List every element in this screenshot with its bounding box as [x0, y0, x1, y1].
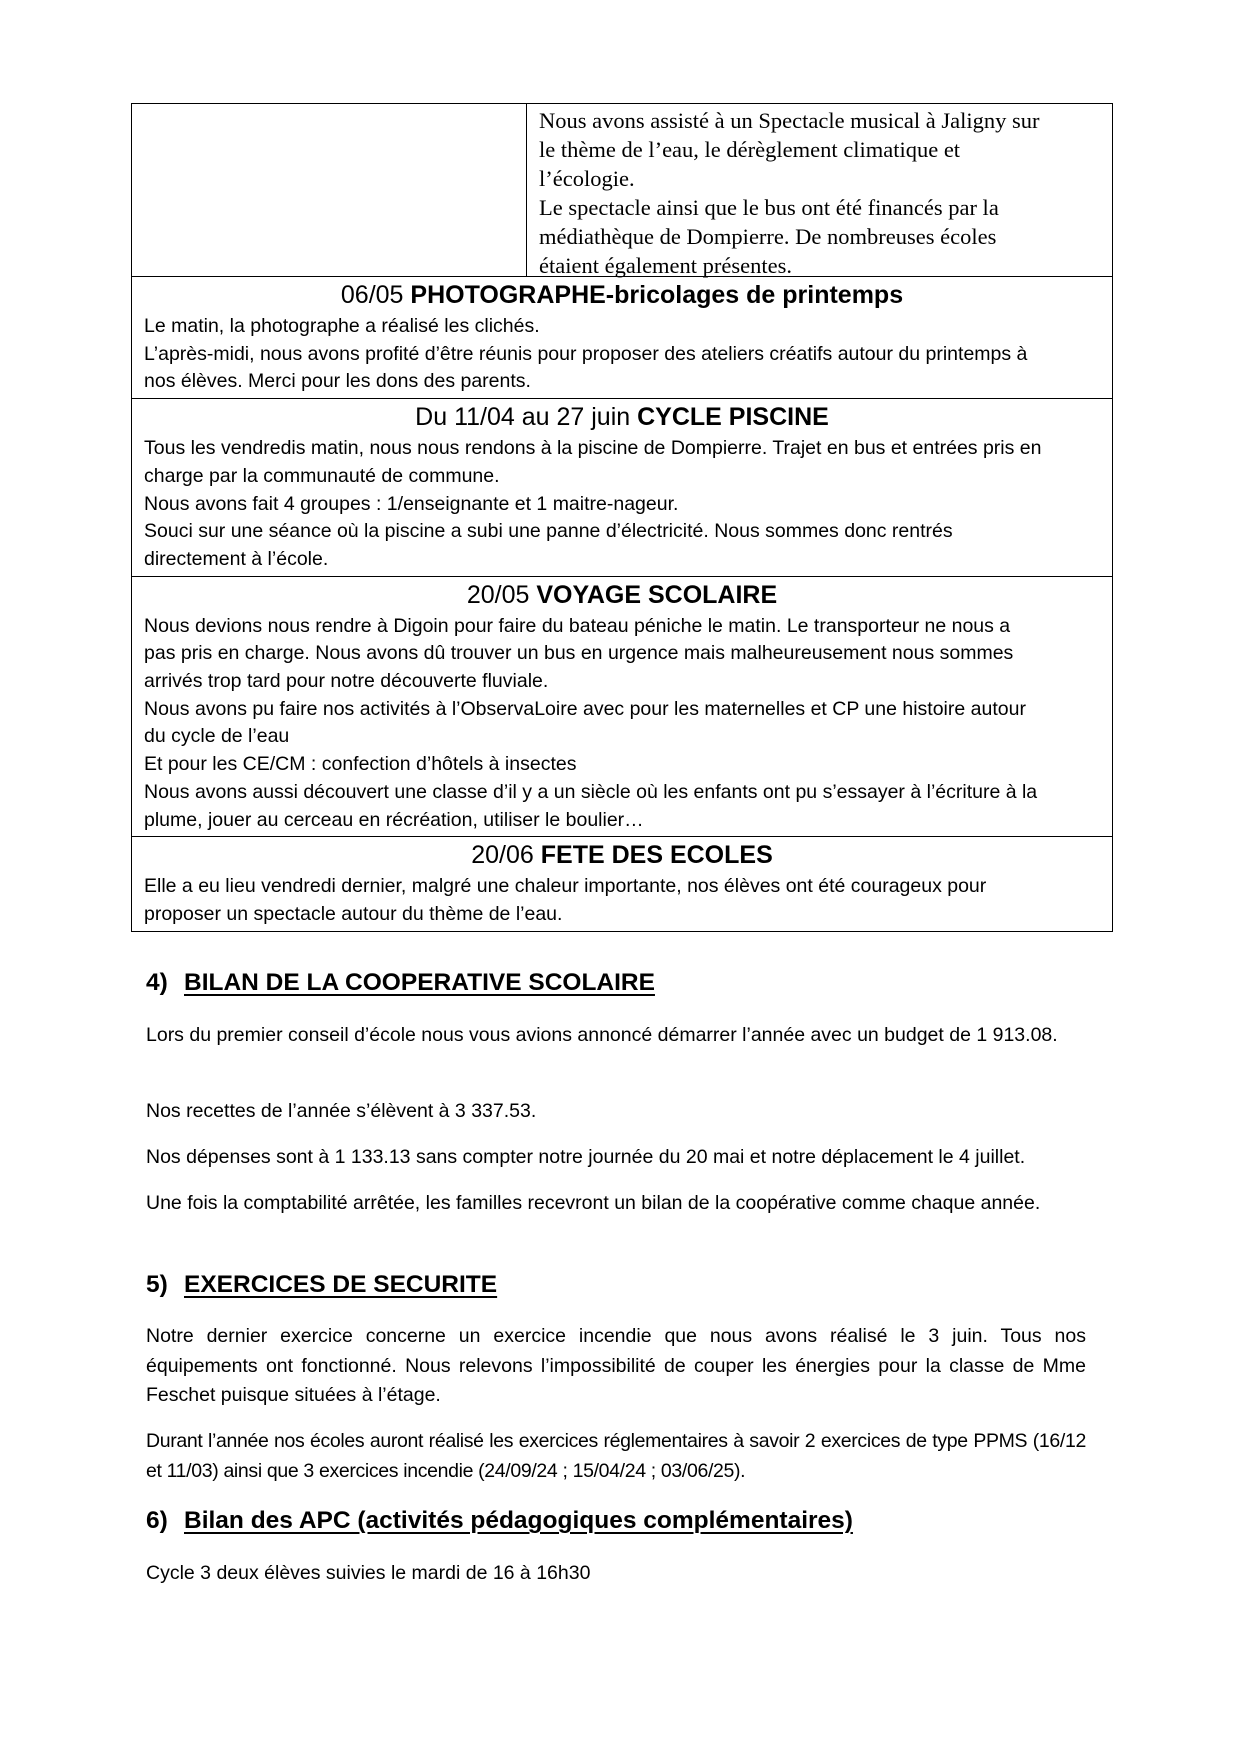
section-securite: [146, 1268, 1086, 1302]
event-line: Nous devions nous rendre à Digoin pour faire du bateau péniche le matin. Le transporteur ne nous a: [144, 614, 1011, 637]
event-line: Et pour les CE/CM : confection d’hôtels à insectes: [144, 753, 577, 776]
table-row-piscine: [132, 398, 1112, 576]
event-body: [144, 613, 1100, 835]
section-heading: [146, 1268, 1086, 1302]
event-name: VOYAGE SCOLAIRE: [536, 580, 778, 609]
spectacle-line: médiathèque de Dompierre. De nombreuses écoles: [539, 224, 997, 249]
paragraph: Notre dernier exercice concerne un exercice incendie que nous avons réalisé le 3 juin. Tous nos équipements ont fonctionné. Nous relevons l’impossibilité de couper les énergies pour la classe de Mme Feschet puisque situées à l’étage.: [146, 1325, 1086, 1407]
event-date: 20/05: [466, 580, 530, 609]
paragraph: Nos recettes de l’année s’élèvent à 3 337.53.: [146, 1100, 537, 1122]
event-line: proposer un spectacle autour du thème de l’eau.: [144, 902, 563, 925]
event-title: [144, 277, 1100, 313]
event-title: [144, 399, 1100, 435]
event-line: directement à l’école.: [144, 547, 329, 570]
table-row-photographe: [132, 276, 1112, 398]
table-row-spectacle: [132, 104, 1112, 276]
event-date: 06/05: [340, 281, 404, 309]
section-heading: [146, 966, 1086, 1000]
event-title: [144, 577, 1100, 613]
event-line: pas pris en charge. Nous avons dû trouver un bus en urgence mais malheureusement nous sommes: [144, 642, 1014, 665]
spectacle-line: l’écologie.: [539, 166, 635, 191]
paragraph: Durant l’année nos écoles auront réalisé les exercices réglementaires à savoir 2 exercices de type PPMS (16/12 et 11/03) ainsi que 3 exercices incendie (24/09/24 ; 15/04/24 ; 03/06/25).: [146, 1430, 1086, 1482]
event-body: [144, 435, 1100, 574]
empty-cell: [132, 104, 527, 276]
paragraph: Nos dépenses sont à 1 133.13 sans compter notre journée du 20 mai et notre déplacement le 4 juillet.: [146, 1146, 1026, 1168]
paragraph: Une fois la comptabilité arrêtée, les familles recevront un bilan de la coopérative comme chaque année.: [146, 1192, 1041, 1214]
event-body: [144, 313, 1100, 396]
event-line: Nous avons pu faire nos activités à l’ObservaLoire avec pour les maternelles et CP une histoire autour: [144, 697, 1026, 720]
events-table: [131, 103, 1113, 932]
event-line: Nous avons fait 4 groupes : 1/enseignante et 1 maitre-nageur.: [144, 492, 679, 515]
section-apc: [146, 1504, 1086, 1538]
paragraph: Lors du premier conseil d’école nous vous avions annoncé démarrer l’année avec un budget de 1 913.08.: [146, 1024, 1058, 1046]
event-line: arrivés trop tard pour notre découverte fluviale.: [144, 670, 549, 693]
table-row-voyage: [132, 576, 1112, 837]
section-heading: [146, 1504, 1086, 1538]
event-name: CYCLE PISCINE: [637, 403, 829, 432]
event-line: nos élèves. Merci pour les dons des parents.: [144, 370, 531, 393]
event-line: L’après-midi, nous avons profité d’être réunis pour proposer des ateliers créatifs autour du printemps à: [144, 342, 1028, 365]
paragraph: Cycle 3 deux élèves suivies le mardi de 16 à 16h30: [146, 1562, 591, 1584]
event-name: PHOTOGRAPHE-bricolages de printemps: [410, 281, 904, 309]
event-line: Elle a eu lieu vendredi dernier, malgré une chaleur importante, nos élèves ont été courageux pour: [144, 875, 987, 898]
table-row-fete: [132, 836, 1112, 930]
event-title: [144, 837, 1100, 873]
spectacle-line: Nous avons assisté à un Spectacle musical à Jaligny sur: [539, 108, 1040, 133]
section-number: 5): [146, 1271, 168, 1298]
spectacle-line: le thème de l’eau, le dérèglement climatique et: [539, 137, 961, 162]
section-title: BILAN DE LA COOPERATIVE SCOLAIRE: [184, 969, 655, 996]
event-line: Nous avons aussi découvert une classe d’il y a un siècle où les enfants ont pu s’essayer à l’écriture à la: [144, 780, 1038, 803]
spectacle-cell: [527, 104, 1112, 276]
section-cooperative: [146, 966, 1086, 1000]
event-date: Du 11/04 au 27 juin: [415, 403, 631, 432]
event-line: du cycle de l’eau: [144, 725, 290, 748]
event-date: 20/06: [471, 841, 534, 870]
event-line: Tous les vendredis matin, nous nous rendons à la piscine de Dompierre. Trajet en bus et entrées pris en: [144, 437, 1042, 460]
section-title: EXERCICES DE SECURITE: [184, 1271, 498, 1298]
spectacle-line: Le spectacle ainsi que le bus ont été financés par la: [539, 195, 999, 220]
event-name: FETE DES ECOLES: [540, 841, 773, 870]
spectacle-line: étaient également présentes.: [539, 253, 793, 278]
section-number: 4): [146, 969, 168, 996]
event-line: Le matin, la photographe a réalisé les clichés.: [144, 315, 540, 337]
event-body: [144, 873, 1100, 928]
section-title: Bilan des APC (activités pédagogiques complémentaires): [184, 1507, 853, 1534]
event-line: plume, jouer au cerceau en récréation, utiliser le boulier…: [144, 808, 644, 831]
section-number: 6): [146, 1507, 168, 1534]
event-line: charge par la communauté de commune.: [144, 464, 500, 487]
event-line: Souci sur une séance où la piscine a subi une panne d’électricité. Nous sommes donc rentrés: [144, 520, 953, 543]
